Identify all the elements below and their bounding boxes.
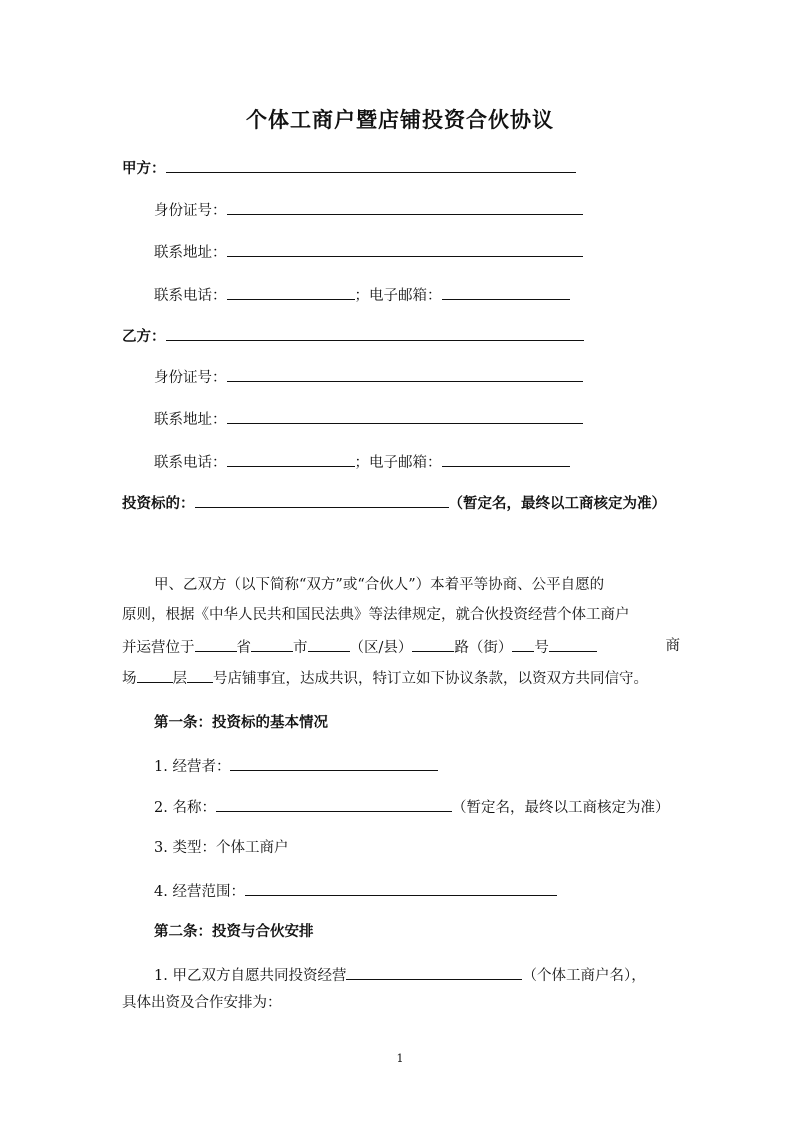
mall-label-start: 商: [665, 638, 680, 654]
road-label: 路（街）: [454, 640, 513, 656]
article-2-item-1: [154, 964, 646, 984]
party-b-id-blank: [227, 366, 583, 382]
document-title: 个体工商户暨店铺投资合伙协议: [246, 108, 554, 132]
investment-target-note: （暂定名，最终以工商核定为准）: [448, 496, 666, 512]
district-label: （区/县）: [349, 640, 413, 656]
party-b-phone-blank: [227, 451, 355, 467]
party-b-email-blank: [442, 451, 570, 467]
party-a-phone-label: 联系电话：: [154, 288, 227, 304]
party-a-address-label: 联系地址：: [154, 245, 227, 261]
business-name-blank: [346, 964, 522, 980]
party-b-email-label: ；电子邮箱：: [354, 455, 442, 471]
party-a-address-row: [154, 241, 583, 261]
business-name-note: （个体工商户名），: [522, 968, 646, 984]
name-blank: [216, 796, 452, 812]
article-1-heading: 第一条：投资标的基本情况: [154, 715, 328, 731]
number-blank: [512, 636, 534, 652]
party-a-id-label: 身份证号：: [154, 203, 227, 219]
floor-label: 层: [172, 671, 187, 687]
intro-location-prefix: 并运营位于: [122, 640, 195, 656]
article-1-item-2: [154, 796, 669, 816]
article-1-item-4: [154, 880, 557, 900]
article-1-item-3: 3. 类型：个体工商户: [154, 840, 289, 856]
article-2-item-1-cont: 具体出资及合作安排为：: [122, 995, 282, 1011]
name-note: （暂定名，最终以工商核定为准）: [451, 800, 670, 816]
party-a-email-blank: [442, 284, 570, 300]
business-scope-blank: [245, 880, 557, 896]
party-a-blank: [166, 157, 576, 173]
party-b-blank: [166, 325, 584, 341]
party-b-address-row: [154, 408, 583, 428]
intro-line-3: [122, 636, 680, 658]
party-b-contact-row: [154, 451, 570, 471]
party-b-address-blank: [227, 408, 583, 424]
floor-blank: [137, 667, 173, 683]
intro-line-1: 甲、乙双方（以下简称“双方”或“合伙人”）本着平等协商、公平自愿的: [154, 577, 605, 593]
intro-line-2: 原则，根据《中华人民共和国民法典》等法律规定，就合伙投资经营个体工商户: [122, 607, 630, 623]
operator-label: 1. 经营者：: [154, 759, 231, 775]
name-label: 2. 名称：: [154, 800, 216, 816]
city-blank: [251, 636, 293, 652]
city-label: 市: [293, 640, 308, 656]
party-a-contact-row: [154, 284, 570, 304]
investment-target-label: 投资标的：: [122, 496, 195, 512]
party-b-label: 乙方：: [122, 329, 166, 345]
party-a-email-label: ；电子邮箱：: [354, 288, 442, 304]
party-a-label: 甲方：: [122, 161, 166, 177]
party-a-id-row: [154, 199, 583, 219]
mall-blank: [549, 636, 597, 652]
party-b-address-label: 联系地址：: [154, 412, 227, 428]
mall-label-end: 场: [122, 671, 137, 687]
party-b-id-row: [154, 366, 583, 386]
intro-line-4: [122, 667, 648, 689]
party-b-id-label: 身份证号：: [154, 370, 227, 386]
province-label: 省: [236, 640, 251, 656]
investment-target-row: [122, 492, 666, 512]
party-a-row: [122, 157, 576, 177]
party-b-phone-label: 联系电话：: [154, 455, 227, 471]
shop-number-blank: [187, 667, 213, 683]
party-a-address-blank: [227, 241, 583, 257]
article-2-heading: 第二条：投资与合伙安排: [154, 924, 314, 940]
number-label: 号: [534, 640, 549, 656]
operator-blank: [230, 755, 438, 771]
business-scope-label: 4. 经营范围：: [154, 884, 245, 900]
party-b-row: [122, 325, 584, 345]
party-a-id-blank: [227, 199, 583, 215]
district-blank: [308, 636, 350, 652]
intro-closing: 号店铺事宜，达成共识，特订立如下协议条款，以资双方共同信守。: [213, 671, 648, 687]
article-1-item-1: [154, 755, 438, 775]
party-a-phone-blank: [227, 284, 355, 300]
province-blank: [195, 636, 237, 652]
joint-investment-label: 1. 甲乙双方自愿共同投资经营: [154, 968, 347, 984]
page-number: 1: [396, 1052, 404, 1065]
investment-target-blank: [195, 492, 449, 508]
road-blank: [412, 636, 454, 652]
